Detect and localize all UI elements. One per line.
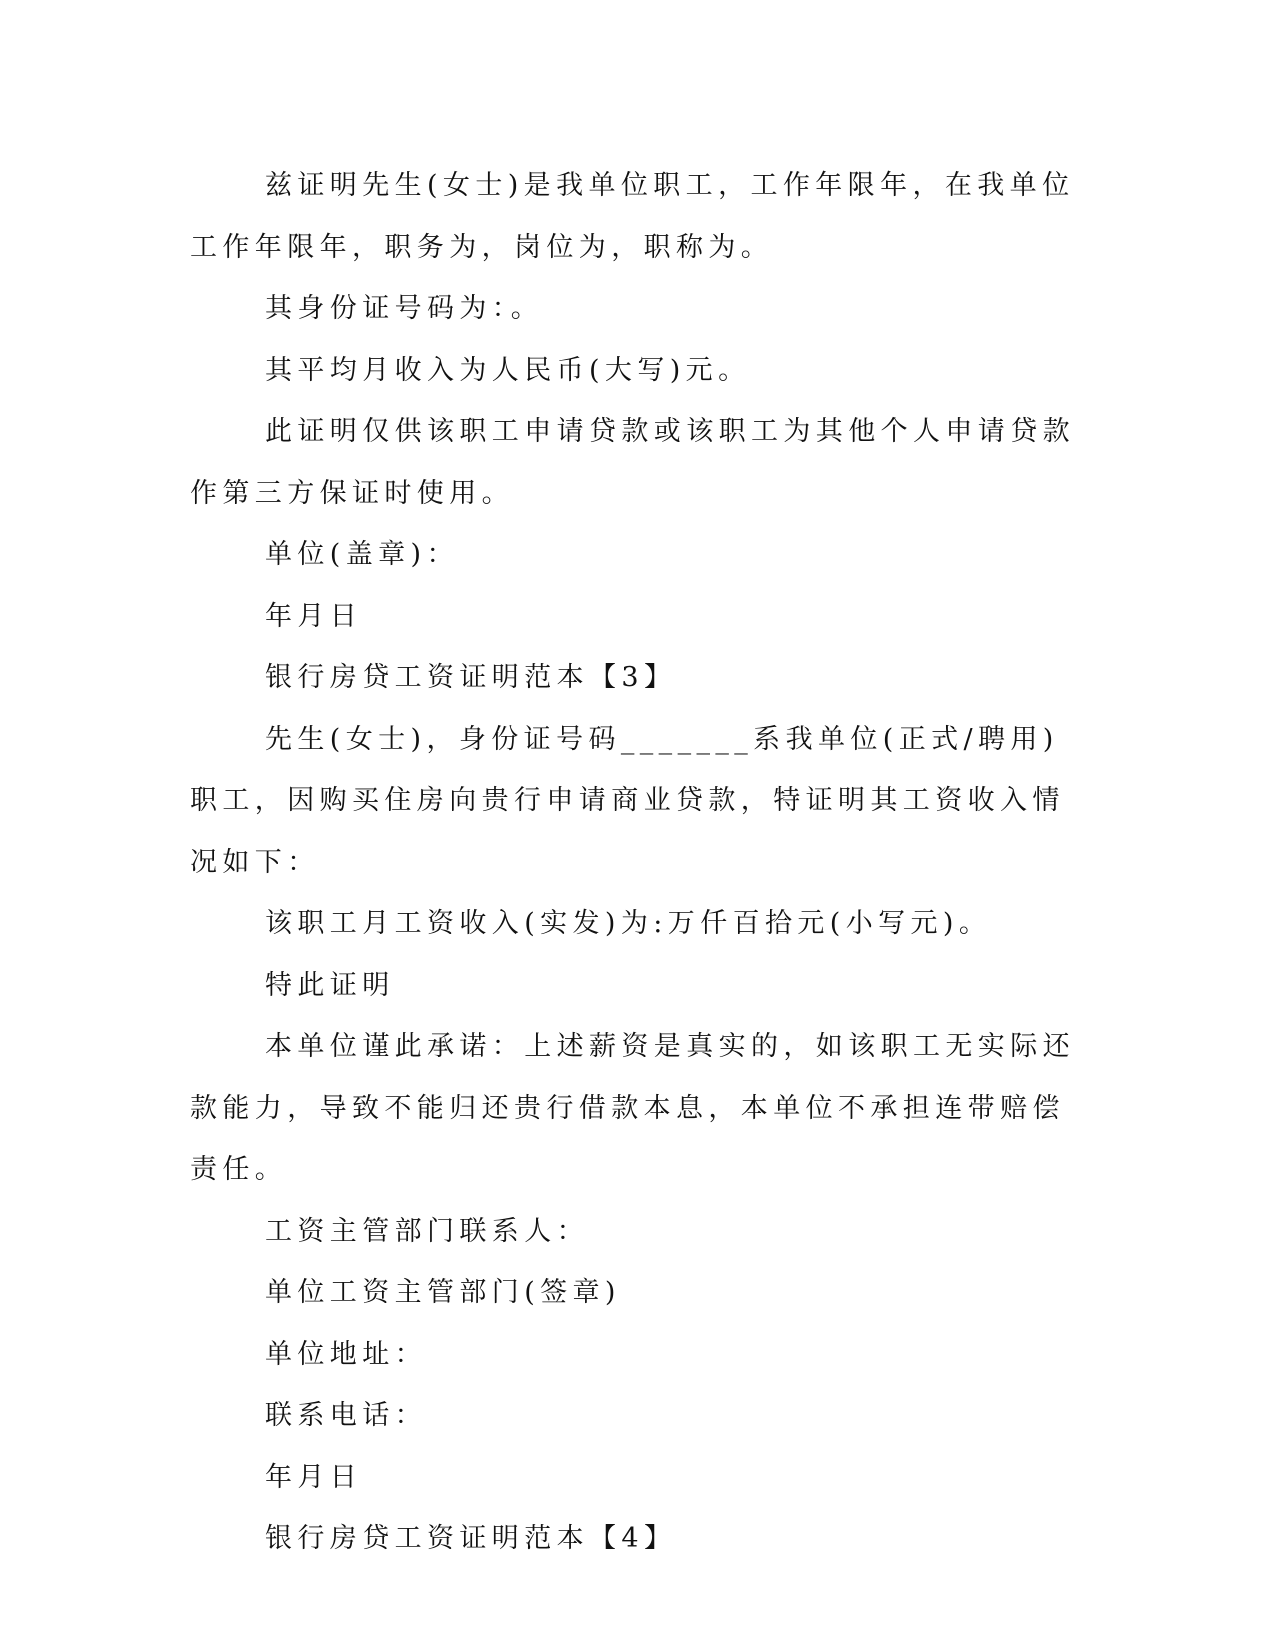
paragraph-hereby-certify: 特此证明 bbox=[265, 969, 395, 1001]
paragraph-id-number: 其身份证号码为：。 bbox=[265, 293, 544, 324]
paragraph-contact-phone: 联系电话： bbox=[265, 1400, 427, 1431]
paragraph-employee-info: 先生(女士)，身份证号码_______系我单位(正式/聘用)职工，因购买住房向贵行申请商业贷款，特证明其工资收入情况如下： bbox=[190, 723, 1065, 878]
paragraph-unit-seal: 单位(盖章)： bbox=[265, 539, 459, 570]
paragraph-commitment: 本单位谨此承诺：上述薪资是真实的，如该职工无实际还款能力，导致不能归还贵行借款本息，本单位不承担连带赔偿责任。 bbox=[190, 1031, 1075, 1185]
paragraph-monthly-income: 其平均月收入为人民币(大写)元。 bbox=[265, 354, 751, 386]
section-heading-4: 银行房贷工资证明范本【4】 bbox=[265, 1523, 677, 1554]
paragraph-unit-address: 单位地址： bbox=[265, 1338, 427, 1370]
section-heading-3: 银行房贷工资证明范本【3】 bbox=[265, 662, 677, 693]
paragraph-contact-person: 工资主管部门联系人： bbox=[265, 1215, 589, 1247]
document-body bbox=[190, 155, 1080, 1570]
paragraph-salary-amount: 该职工月工资收入(实发)为:万仟百拾元(小写元)。 bbox=[265, 908, 992, 939]
paragraph-date-2: 年月日 bbox=[265, 1461, 363, 1493]
paragraph-certification: 兹证明先生(女士)是我单位职工，工作年限年，在我单位工作年限年，职务为，岗位为，职称为。 bbox=[190, 170, 1075, 263]
paragraph-department-seal: 单位工资主管部门(签章) bbox=[265, 1277, 621, 1308]
paragraph-usage-note: 此证明仅供该职工申请贷款或该职工为其他个人申请贷款作第三方保证时使用。 bbox=[190, 416, 1075, 509]
paragraph-date: 年月日 bbox=[265, 600, 363, 632]
